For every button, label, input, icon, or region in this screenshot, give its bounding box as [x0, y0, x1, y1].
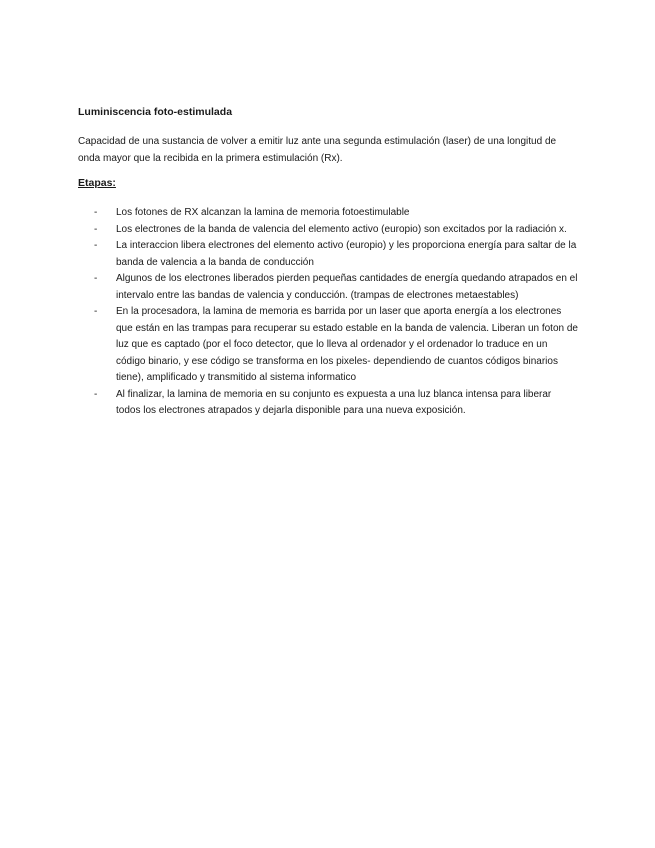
- step-text: La interaccion libera electrones del elemento activo (europio) y les proporciona energía para saltar de la banda de valencia a la banda de conducción: [116, 240, 577, 268]
- document-title: Luminiscencia foto-estimulada: [78, 106, 233, 118]
- intro-paragraph: Capacidad de una sustancia de volver a emitir luz ante una segunda estimulación (laser) de una longitud de onda mayor que la recibida en la primera estimulación (Rx).: [78, 136, 557, 164]
- bullet-dash: -: [94, 273, 98, 284]
- list-item: [78, 205, 578, 222]
- bullet-dash: -: [94, 223, 98, 235]
- list-item: [78, 304, 578, 387]
- bullet-dash: -: [94, 207, 98, 218]
- step-text: Al finalizar, la lamina de memoria en su conjunto es expuesta a una luz blanca intensa para liberar todos los electrones atrapados y dejarla disponible para una nueva exposición.: [116, 388, 552, 416]
- step-text: Algunos de los electrones liberados pierden pequeñas cantidades de energía quedando atrapados en el intervalo entre las bandas de valencia y conducción. (trampas de electrones metaestables): [116, 273, 578, 301]
- section-heading-etapas: Etapas:: [78, 177, 116, 189]
- list-item: [78, 271, 578, 304]
- steps-list: [78, 205, 578, 420]
- step-text: Los fotones de RX alcanzan la lamina de memoria fotoestimulable: [116, 207, 410, 218]
- list-item: [78, 222, 578, 239]
- list-item: [78, 387, 578, 420]
- step-text: Los electrones de la banda de valencia del elemento activo (europio) son excitados por la radiación x.: [116, 223, 567, 235]
- step-text: En la procesadora, la lamina de memoria es barrida por un laser que aporta energía a los electrones que están en las trampas para recuperar su estado estable en la banda de valencia. Liberan un foton de luz que es captado (por el foco detector, que lo lleva al ordenador y el ordenador lo traduce en un código binario, y ese código se transforma en los pixeles- dependiendo de cuantos códigos binarios tiene), amplificado y transmitido al sistema informatico: [116, 306, 578, 383]
- bullet-dash: -: [94, 306, 98, 317]
- document-body: [78, 104, 578, 420]
- bullet-dash: -: [94, 240, 98, 251]
- list-item: [78, 238, 578, 271]
- bullet-dash: -: [94, 388, 98, 400]
